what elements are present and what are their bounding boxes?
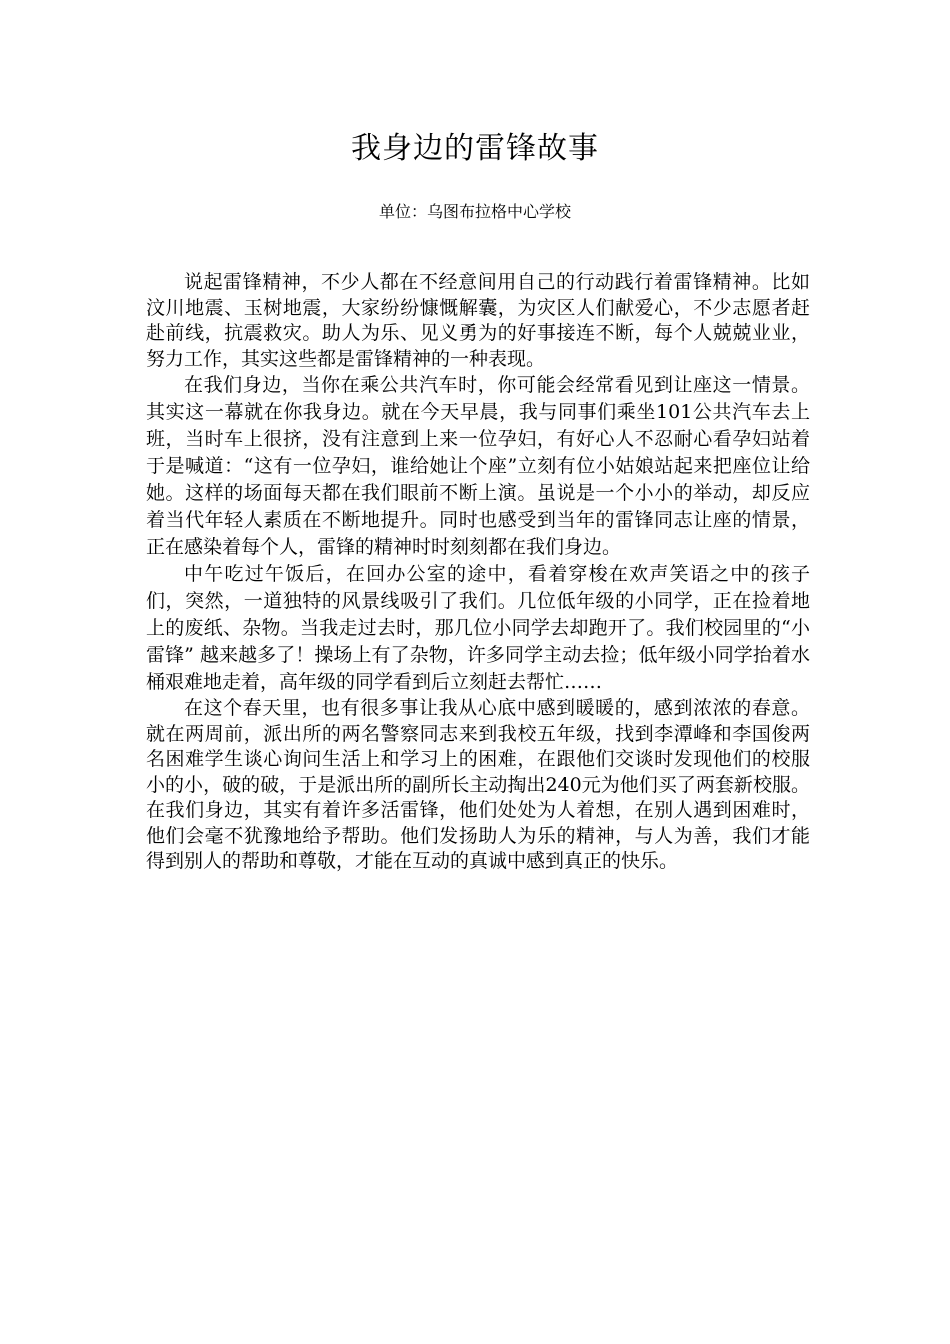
paragraph-4: 在这个春天里，也有很多事让我从心底中感到暖暖的，感到浓浓的春意。就在两周前，派出所的两名警察同志来到我校五年级，找到李潭峰和李国俊两名困难学生谈心询问生活上和学习上的困难，在跟他们交谈时发现他们的校服小的小，破的破，于是派出所的副所长主动掏出240元为他们买了两套新校服。在我们身边，其实有着许多活雷锋，他们处处为人着想，在别人遇到困难时，他们会毫不犹豫地给予帮助。他们发扬助人为乐的精神，与人为善，我们才能得到别人的帮助和尊敬，才能在互动的真诚中感到真正的快乐。 <box>146 697 810 872</box>
document-title: 我身边的雷锋故事 <box>351 131 599 166</box>
paragraph-2: 在我们身边，当你在乘公共汽车时，你可能会经常看见到让座这一情景。其实这一幕就在你我身边。就在今天早晨，我与同事们乘坐101公共汽车去上班，当时车上很挤，没有注意到上来一位孕妇，有好心人不忍耐心看孕妇站着于是喊道：“这有一位孕妇，谁给她让个座”立刻有位小姑娘站起来把座位让给她。这样的场面每天都在我们眼前不断上演。虽说是一个小小的举动，却反应着当代年轻人素质在不断地提升。同时也感受到当年的雷锋同志让座的情景，正在感染着每个人，雷锋的精神时时刻刻都在我们身边。 <box>146 374 810 558</box>
document-body <box>146 270 810 875</box>
paragraph-3: 中午吃过午饭后，在回办公室的途中，看着穿梭在欢声笑语之中的孩子们，突然，一道独特的风景线吸引了我们。几位低年级的小同学，正在捡着地上的废纸、杂物。当我走过去时，那几位小同学去却跑开了。我们校园里的“小雷锋” 越来越多了！操场上有了杂物，许多同学主动去捡；低年级小同学抬着水桶艰难地走着，高年级的同学看到后立刻赶去帮忙…… <box>146 563 810 693</box>
paragraph-1: 说起雷锋精神，不少人都在不经意间用自己的行动践行着雷锋精神。比如汶川地震、玉树地震，大家纷纷慷慨解囊，为灾区人们献爱心，不少志愿者赶赴前线，抗震救灾。助人为乐、见义勇为的好事接连不断，每个人兢兢业业，努力工作，其实这些都是雷锋精神的一种表现。 <box>146 271 810 370</box>
document-unit: 单位：乌图布拉格中心学校 <box>378 202 571 221</box>
